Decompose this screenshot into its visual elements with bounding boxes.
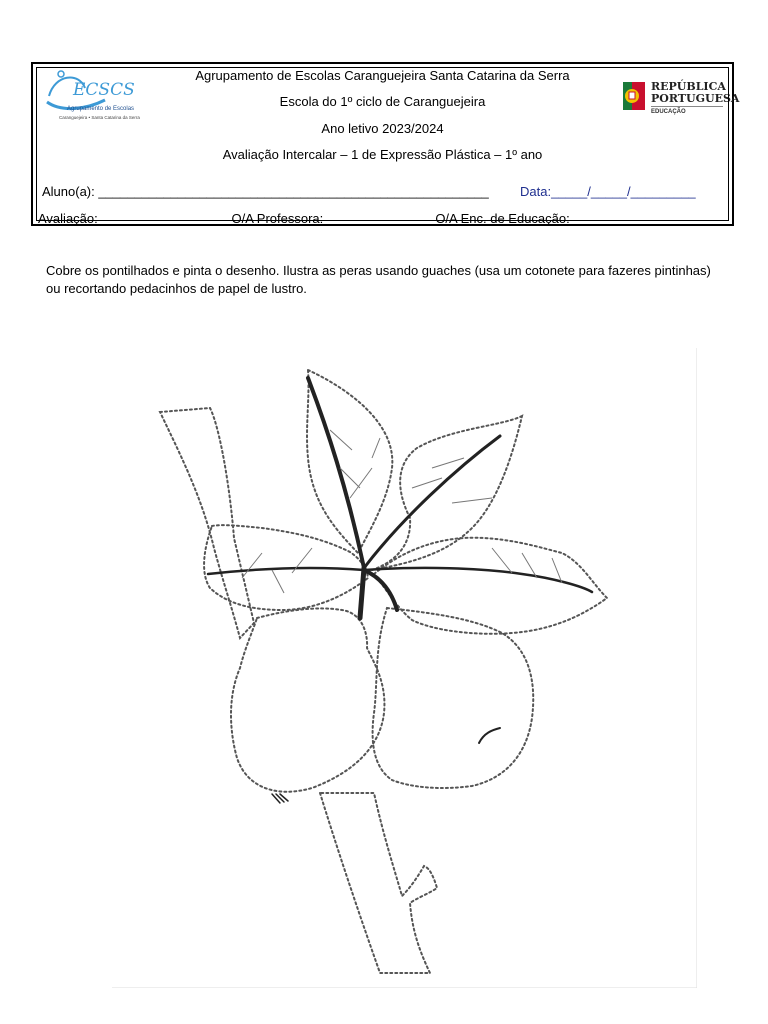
coat-of-arms-icon bbox=[623, 80, 645, 112]
right-leaf-dotted-outline bbox=[374, 538, 607, 634]
school-group-name: Agrupamento de Escolas Caranguejeira Santa Catarina da Serra bbox=[195, 68, 570, 83]
school-name: Escola do 1º ciclo de Caranguejeira bbox=[279, 94, 486, 109]
branch-dotted-outline bbox=[160, 408, 254, 638]
student-name-field[interactable]: Aluno(a): ______________________________________________________ bbox=[42, 184, 489, 199]
right-top-leaf-dotted-outline bbox=[372, 416, 522, 570]
logo-divider bbox=[651, 106, 723, 107]
republica-portuguesa-logo bbox=[623, 80, 740, 120]
right-pear-dotted-outline bbox=[373, 608, 534, 788]
lower-branch-dotted-outline bbox=[320, 793, 437, 973]
svg-text:ECSCS: ECSCS bbox=[73, 80, 135, 100]
educacao-text: EDUCAÇÃO bbox=[651, 109, 686, 115]
header-box bbox=[31, 62, 740, 226]
logo-tagline: Caranguejeira • Santa Catarina da Serra bbox=[59, 115, 140, 120]
top-leaf-dotted-outline bbox=[307, 370, 392, 553]
evaluation-field[interactable]: Avaliação: __________________O/A Professora: _______________O/A Enc. de Educação:________________ bbox=[38, 211, 686, 226]
left-pear-dotted-outline bbox=[231, 608, 384, 791]
pear-branch-drawing bbox=[112, 348, 697, 988]
school-year: Ano letivo 2023/2024 bbox=[321, 121, 444, 136]
date-field[interactable]: Data:_____/_____/_________ bbox=[520, 184, 696, 199]
pear-drawing-illustration bbox=[112, 348, 697, 988]
republica-portuguesa-text: REPÚBLICA PORTUGUESA bbox=[651, 80, 740, 105]
instructions-text: Cobre os pontilhados e pinta o desenho. Ilustra as peras usando guaches (usa um cotonete para fazeres pintinhas) ou recortando pedacinhos de papel de lustro. bbox=[46, 263, 711, 296]
logo-subtitle: Agrupamento de Escolas bbox=[67, 106, 135, 112]
evaluation-title: Avaliação Intercalar – 1 de Expressão Plástica – 1º ano bbox=[222, 147, 543, 162]
